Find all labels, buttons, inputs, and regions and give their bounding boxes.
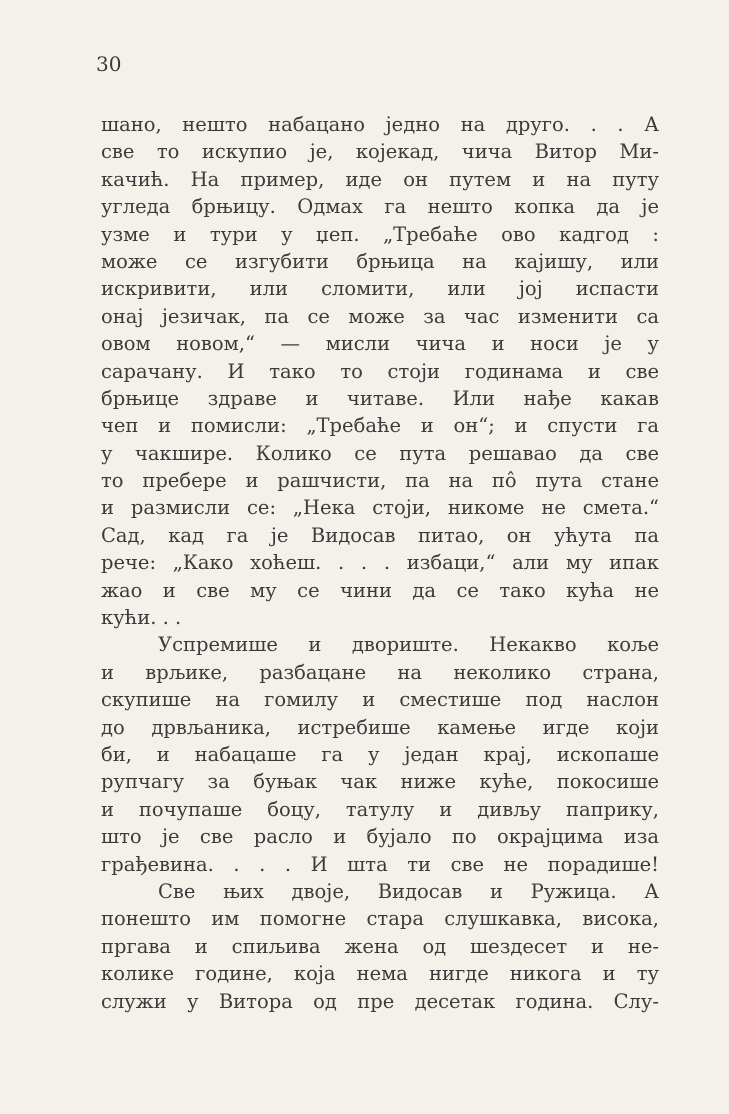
text-line: грађевина. . . . И шта ти све не порадише! [101,852,659,876]
text-line: колике године, која нема нигде никога и ту [101,962,659,986]
text-line: пргава и спиљива жена од шездесет и не- [101,934,659,958]
text-line: и почупаше боцу, татулу и дивљу паприку, [101,797,659,821]
text-line: брњице здраве и читаве. Или нађе какав [101,386,659,410]
text-line: може се изгубити брњица на кајишу, или [101,249,659,273]
text-line: Сад, кад га је Видосав питао, он ућута па [101,523,659,547]
text-line: угледа брњицу. Одмах га нешто копка да је [101,195,659,219]
text-line: жао и све му се чини да се тако кућа не [101,578,659,602]
text-line: у чакшире. Колико се пута решавао да све [101,441,659,465]
text-line: рече: „Како хоћеш. . . . избаци,“ али му ипак [101,551,659,575]
page-number: 30 [96,52,122,76]
text-line: чеп и помисли: „Требаће и он“; и спусти га [101,414,659,438]
text-line: шано, нешто набацано једно на друго. . . А [101,113,659,136]
text-line: овом новом,“ — мисли чича и носи је у [101,332,659,356]
text-line: скупише на гомилу и сместише под наслон [101,688,659,712]
text-line: би, и набацаше га у један крај, ископаше [101,742,659,766]
text-line: што је све расло и бујало по окрајцима иза [101,825,659,849]
text-line: Успремише и двориште. Некакво коље [158,633,659,657]
text-line: искривити, или сломити, или јој испасти [101,277,659,301]
text-line: до дрвљаника, истребише камење игде који [101,715,659,739]
text-line: кући. . . [101,606,182,630]
text-line: Све њих двоје, Видосав и Ружица. А [158,879,659,903]
text-line: рупчагу за буњак чак ниже куће, покосише [101,770,659,794]
text-line: сарачану. И тако то стоји годинама и све [101,359,659,383]
text-line: узме и тури у џеп. „Требаће ово кадгод : [101,222,659,246]
text-line: то пребере и рашчисти, па на пô пута стане [101,469,659,493]
text-line: понешто им помогне стара слушкавка, висока, [101,907,659,931]
text-line: све то искупио је, којекад, чича Витор Ми- [101,140,659,164]
text-line: служи у Витора од пре десетак година. Слу- [101,989,659,1013]
text-line: и врљике, разбацане на неколико страна, [101,660,659,684]
text-line: онај језичак, па се може за час изменити са [101,304,659,328]
text-line: качић. На пример, иде он путем и на путу [101,167,659,191]
body-text [101,111,659,1015]
text-line: и размисли се: „Нека стоји, никоме не смета.“ [101,496,659,520]
